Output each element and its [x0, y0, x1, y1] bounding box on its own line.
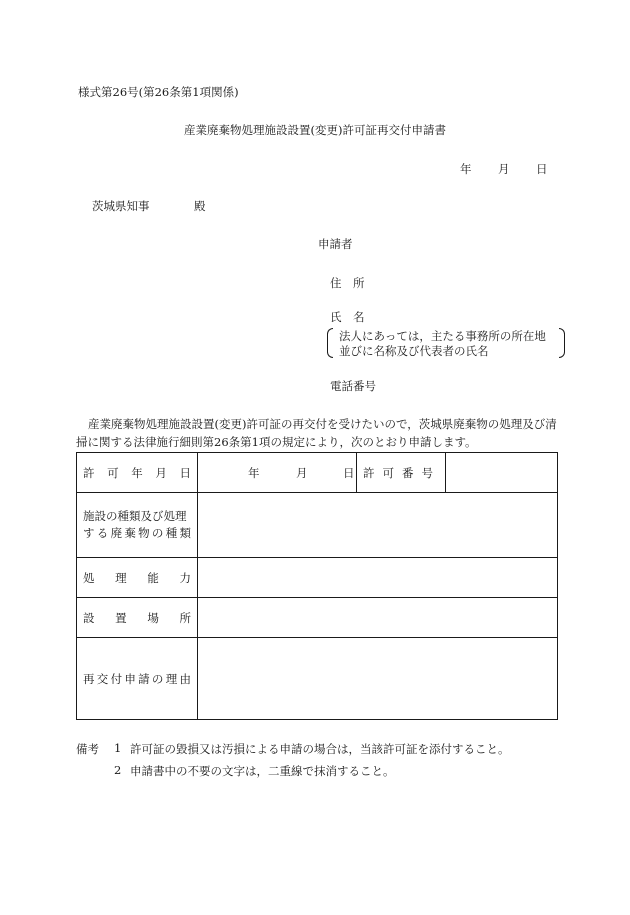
request-statement: 産業廃棄物処理施設設置(変更)許可証の再交付を受けたいので，茨城県廃棄物の処理及び清掃に関する法律施行細則第26条第1項の規定により，次のとおり申請します。	[76, 417, 557, 449]
label-char: 能	[147, 570, 159, 585]
note-text: 申請書中の不要の文字は，二重線で抹消すること。	[130, 764, 395, 778]
label-char: す	[83, 526, 95, 540]
applicant-label: 申請者	[318, 237, 353, 251]
label-char: 年	[131, 465, 143, 480]
label-char: 場	[147, 610, 159, 625]
label-char: る	[96, 526, 109, 540]
label-char: の	[151, 671, 164, 686]
label-char: 交	[96, 671, 109, 686]
label-char: 月	[155, 465, 167, 480]
table-row	[77, 598, 558, 638]
label-char: 申	[124, 671, 136, 686]
permit-number-label	[357, 453, 446, 493]
addressee-name: 茨城県知事	[92, 199, 150, 213]
label-char: 置	[115, 610, 127, 625]
label-char: の	[151, 526, 164, 540]
name-label: 氏 名	[330, 310, 365, 324]
label-char: 理	[165, 671, 178, 686]
permit-date-label	[77, 453, 198, 493]
table-row	[77, 638, 558, 720]
address-label: 住 所	[330, 276, 365, 290]
addressee-honorific: 殿	[194, 199, 206, 213]
label-char: 類	[179, 526, 191, 540]
reason-value[interactable]	[198, 638, 558, 720]
corporate-name-note	[327, 326, 565, 358]
application-table	[76, 452, 558, 720]
form-number: 様式第26号(第26条第1項関係)	[78, 85, 239, 99]
location-value[interactable]	[198, 598, 558, 638]
label-char: 設	[83, 610, 95, 625]
capacity-value[interactable]	[198, 558, 558, 598]
label-char: 番	[402, 465, 414, 480]
label-char: 許	[83, 465, 95, 480]
table-row	[77, 558, 558, 598]
label-char: 廃	[110, 526, 123, 540]
permit-month: 月	[296, 465, 308, 480]
label-char: 号	[421, 465, 433, 480]
label-char: 由	[179, 671, 191, 686]
permit-number-value[interactable]	[446, 453, 558, 493]
left-bracket	[327, 328, 333, 358]
date-year: 年	[460, 162, 472, 176]
document-title: 産業廃棄物処理施設設置(変更)許可証再交付申請書	[184, 123, 446, 137]
capacity-label	[77, 558, 198, 598]
table-row	[77, 493, 558, 558]
table-row	[77, 453, 558, 493]
date-day: 日	[536, 162, 548, 176]
label-char: 請	[138, 671, 150, 686]
location-label	[77, 598, 198, 638]
note-line-2: 並びに名称及び代表者の氏名	[339, 344, 489, 358]
facility-type-label	[77, 493, 198, 558]
note-line-1: 法人にあっては，主たる事務所の所在地	[339, 329, 546, 343]
phone-label: 電話番号	[330, 379, 376, 393]
label-char: 物	[138, 526, 150, 540]
notes-heading: 備考	[76, 742, 99, 756]
addressee	[92, 198, 206, 214]
note-number: 1	[114, 741, 122, 755]
facility-type-line-1: 施設の種類及び処理	[83, 509, 187, 523]
permit-date-value[interactable]	[198, 453, 357, 493]
right-bracket	[559, 328, 565, 358]
label-char: 付	[110, 671, 123, 686]
label-char: 日	[179, 465, 191, 480]
facility-type-line-2	[83, 525, 191, 542]
label-char: 許	[363, 465, 375, 480]
label-char: 力	[179, 570, 191, 585]
label-char: 可	[382, 465, 394, 480]
label-char: 種	[165, 526, 178, 540]
label-char: 理	[115, 570, 127, 585]
label-char: 棄	[124, 526, 136, 540]
label-char: 可	[107, 465, 119, 480]
note-number: 2	[114, 763, 122, 777]
date-month: 月	[498, 162, 510, 176]
permit-year: 年	[248, 465, 260, 480]
label-char: 再	[83, 671, 95, 686]
label-char: 処	[83, 570, 95, 585]
reason-label	[77, 638, 198, 720]
note-text: 許可証の毀損又は汚損による申請の場合は，当該許可証を添付すること。	[130, 742, 510, 756]
facility-type-value[interactable]	[198, 493, 558, 558]
label-char: 所	[179, 610, 191, 625]
permit-day: 日	[343, 465, 355, 480]
